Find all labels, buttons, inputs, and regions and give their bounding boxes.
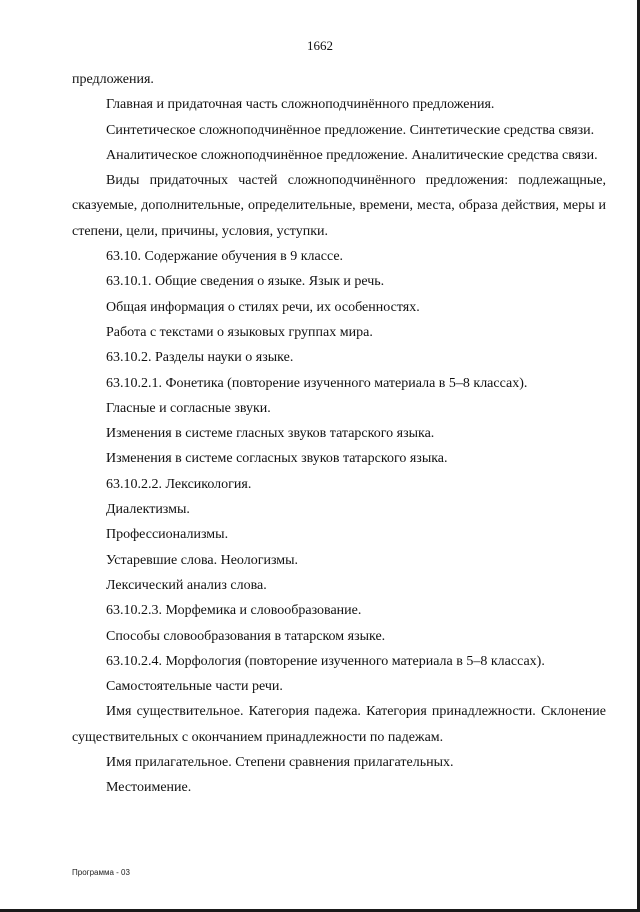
paragraph: Имя существительное. Категория падежа. Категория принадлежности. Склонение существительных с окончанием принадлежности по падежам. [72,704,606,745]
paragraph: Самостоятельные части речи. [106,679,283,695]
paragraph: Синтетическое сложноподчинённое предложение. Синтетические средства связи. [106,122,595,138]
section-heading: 63.10.2.1. Фонетика (повторение изученного материала в 5–8 классах). [106,375,528,391]
paragraph: Устаревшие слова. Неологизмы. [106,552,299,568]
paragraph: Изменения в системе гласных звуков татарского языка. [106,426,435,442]
footer-label: Программа - 03 [72,868,130,877]
section-heading: 63.10. Содержание обучения в 9 классе. [106,249,344,265]
section-heading: 63.10.2.2. Лексикология. [106,476,252,492]
section-heading: 63.10.2.3. Морфемика и словообразование. [106,603,362,619]
paragraph: предложения. [72,72,154,87]
paragraph: Профессионализмы. [106,527,229,543]
page-number: 1662 [307,38,333,53]
paragraph: Диалектизмы. [106,502,190,518]
paragraph: Гласные и согласные звуки. [106,400,271,416]
paragraph: Главная и придаточная часть сложноподчинённого предложения. [106,97,495,113]
section-heading: 63.10.1. Общие сведения о языке. Язык и речь. [106,274,385,290]
paragraph: Местоимение. [106,780,192,796]
section-heading: 63.10.2.4. Морфология (повторение изученного материала в 5–8 классах). [106,653,545,669]
paragraph: Имя прилагательное. Степени сравнения прилагательных. [106,755,454,771]
paragraph: Общая информация о стилях речи, их особенностях. [106,299,420,315]
paragraph: Работа с текстами о языковых группах мира. [106,324,373,340]
section-heading: 63.10.2. Разделы науки о языке. [106,350,294,366]
paragraph: Виды придаточных частей сложноподчинённого предложения: подлежащные, сказуемые, дополнительные, определительные, времени, места, образа действия, меры и степени, цели, причины, условия, уступки. [72,173,606,239]
paragraph: Изменения в системе согласных звуков татарского языка. [106,451,448,467]
paragraph: Аналитическое сложноподчинённое предложение. Аналитические средства связи. [106,147,598,163]
paragraph: Способы словообразования в татарском языке. [106,628,386,644]
document-body [72,67,606,801]
paragraph: Лексический анализ слова. [106,577,267,593]
